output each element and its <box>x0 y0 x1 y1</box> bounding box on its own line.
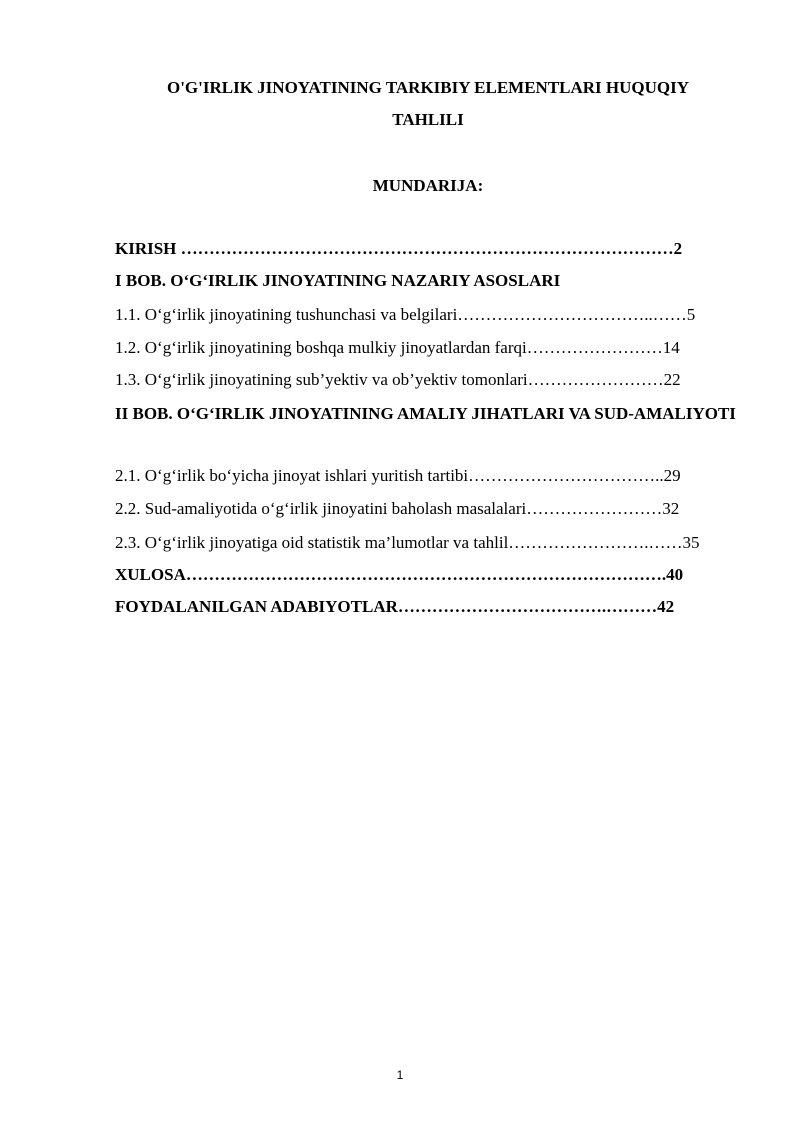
toc-entry-1-2: 1.2. O‘g‘irlik jinoyatining boshqa mulkiy jinoyatlardan farqi……………………14 <box>115 338 680 357</box>
toc-entry-2-3: 2.3. O‘g‘irlik jinoyatiga oid statistik ma’lumotlar va tahlil…………………….……35 <box>115 533 700 552</box>
toc-entry-1-3: 1.3. O‘g‘irlik jinoyatining sub’yektiv va ob’yektiv tomonlari……………………22 <box>115 370 681 389</box>
page-number: 1 <box>396 1068 404 1082</box>
toc-chapter-1: I BOB. O‘G‘IRLIK JINOYATINING NAZARIY ASOSLARI <box>115 271 561 290</box>
document-title-line-2: TAHLILI <box>392 110 464 129</box>
toc-heading: MUNDARIJA: <box>372 176 484 195</box>
toc-entry-2-2: 2.2. Sud-amaliyotida o‘g‘irlik jinoyatini baholash masalalari……………………32 <box>115 499 680 518</box>
document-title-line-1: O'G'IRLIK JINOYATINING TARKIBIY ELEMENTLARI HUQUQIY <box>166 78 690 97</box>
toc-chapter-2: II BOB. O‘G‘IRLIK JINOYATINING AMALIY JIHATLARI VA SUD-AMALIYOTI <box>115 404 736 423</box>
toc-entry-introduction: KIRISH ……………………………………………………………………………2 <box>115 239 683 258</box>
toc-entry-references: FOYDALANILGAN ADABIYOTLAR……………………………….………42 <box>115 597 675 616</box>
toc-entry-1-1: 1.1. O‘g‘irlik jinoyatining tushunchasi va belgilari……………………………..……5 <box>115 305 696 324</box>
toc-entry-2-1: 2.1. O‘g‘irlik bo‘yicha jinoyat ishlari yuritish tartibi……………………………..29 <box>115 466 681 485</box>
toc-entry-conclusion: XULOSA………………………………………………………………………….40 <box>115 565 684 584</box>
